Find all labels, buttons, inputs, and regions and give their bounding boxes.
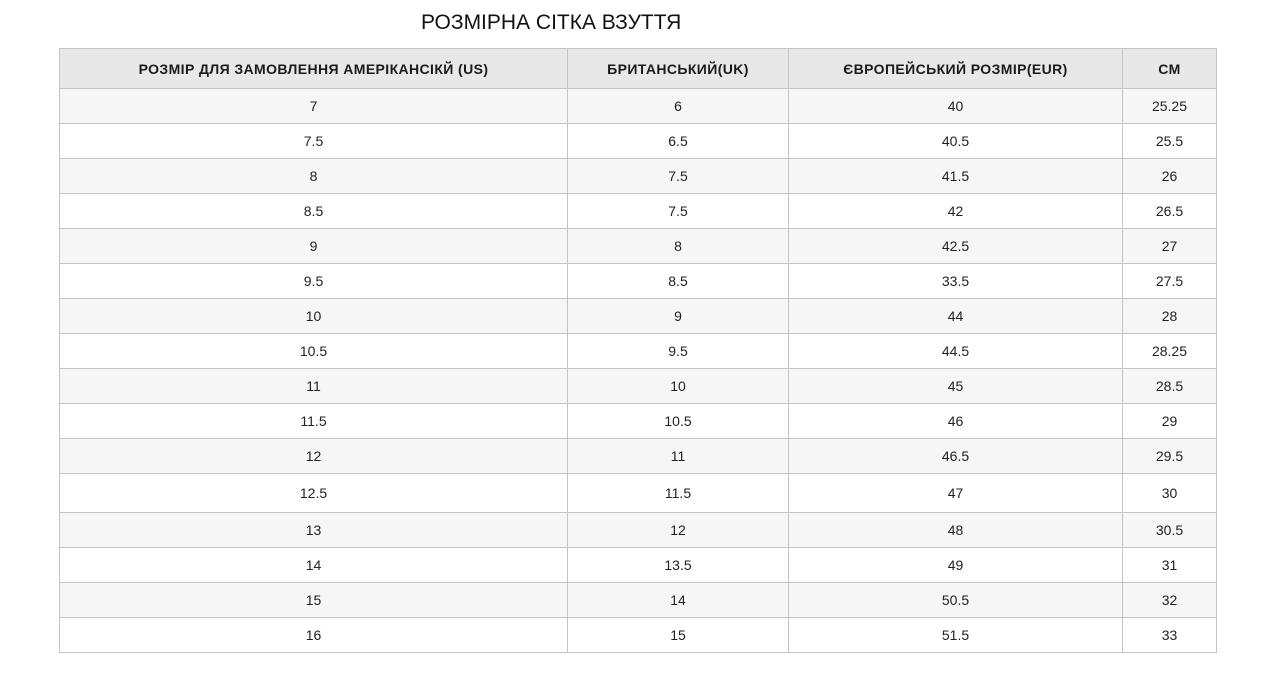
cm-cell: 32: [1123, 583, 1217, 618]
table-row: [60, 474, 1217, 513]
eur-size-cell: 40: [789, 89, 1123, 124]
table-body: [60, 89, 1217, 653]
eur-size-cell: 33.5: [789, 264, 1123, 299]
table-row: [60, 159, 1217, 194]
table-row: [60, 299, 1217, 334]
eur-size-cell: 42: [789, 194, 1123, 229]
us-size-cell: 16: [60, 618, 568, 653]
uk-size-cell: 9.5: [568, 334, 789, 369]
eur-size-cell: 48: [789, 513, 1123, 548]
us-size-cell: 12: [60, 439, 568, 474]
header-us-size: РОЗМІР ДЛЯ ЗАМОВЛЕННЯ АМЕРІКАНСІКЙ (US): [60, 49, 568, 89]
us-size-cell: 10.5: [60, 334, 568, 369]
eur-size-cell: 49: [789, 548, 1123, 583]
eur-size-cell: 41.5: [789, 159, 1123, 194]
table-row: [60, 439, 1217, 474]
uk-size-cell: 11.5: [568, 474, 789, 513]
table-row: [60, 583, 1217, 618]
table-row: [60, 194, 1217, 229]
table-row: [60, 264, 1217, 299]
cm-cell: 27: [1123, 229, 1217, 264]
header-eur-size: ЄВРОПЕЙСЬКИЙ РОЗМІР(EUR): [789, 49, 1123, 89]
us-size-cell: 9: [60, 229, 568, 264]
table-row: [60, 548, 1217, 583]
uk-size-cell: 6: [568, 89, 789, 124]
table-row: [60, 334, 1217, 369]
cm-cell: 28.25: [1123, 334, 1217, 369]
us-size-cell: 14: [60, 548, 568, 583]
eur-size-cell: 46.5: [789, 439, 1123, 474]
cm-cell: 28: [1123, 299, 1217, 334]
cm-cell: 27.5: [1123, 264, 1217, 299]
table-row: [60, 513, 1217, 548]
us-size-cell: 8: [60, 159, 568, 194]
cm-cell: 29: [1123, 404, 1217, 439]
cm-cell: 25.25: [1123, 89, 1217, 124]
table-row: [60, 618, 1217, 653]
header-row: [60, 49, 1217, 89]
page-title: РОЗМІРНА СІТКА ВЗУТТЯ: [421, 11, 682, 34]
header-cm: СМ: [1123, 49, 1217, 89]
eur-size-cell: 47: [789, 474, 1123, 513]
us-size-cell: 10: [60, 299, 568, 334]
uk-size-cell: 7.5: [568, 194, 789, 229]
table-header: [60, 49, 1217, 89]
us-size-cell: 11: [60, 369, 568, 404]
uk-size-cell: 8.5: [568, 264, 789, 299]
cm-cell: 29.5: [1123, 439, 1217, 474]
uk-size-cell: 10: [568, 369, 789, 404]
table-row: [60, 404, 1217, 439]
uk-size-cell: 13.5: [568, 548, 789, 583]
cm-cell: 26: [1123, 159, 1217, 194]
table-row: [60, 89, 1217, 124]
us-size-cell: 13: [60, 513, 568, 548]
cm-cell: 26.5: [1123, 194, 1217, 229]
uk-size-cell: 11: [568, 439, 789, 474]
uk-size-cell: 12: [568, 513, 789, 548]
eur-size-cell: 44: [789, 299, 1123, 334]
us-size-cell: 15: [60, 583, 568, 618]
eur-size-cell: 42.5: [789, 229, 1123, 264]
uk-size-cell: 14: [568, 583, 789, 618]
cm-cell: 30: [1123, 474, 1217, 513]
cm-cell: 25.5: [1123, 124, 1217, 159]
us-size-cell: 7.5: [60, 124, 568, 159]
table-row: [60, 124, 1217, 159]
cm-cell: 31: [1123, 548, 1217, 583]
us-size-cell: 12.5: [60, 474, 568, 513]
eur-size-cell: 44.5: [789, 334, 1123, 369]
uk-size-cell: 6.5: [568, 124, 789, 159]
eur-size-cell: 51.5: [789, 618, 1123, 653]
size-chart-table: [59, 48, 1217, 653]
cm-cell: 30.5: [1123, 513, 1217, 548]
table-row: [60, 229, 1217, 264]
uk-size-cell: 7.5: [568, 159, 789, 194]
header-uk-size: БРИТАНСЬКИЙ(UK): [568, 49, 789, 89]
uk-size-cell: 10.5: [568, 404, 789, 439]
us-size-cell: 11.5: [60, 404, 568, 439]
eur-size-cell: 46: [789, 404, 1123, 439]
table-row: [60, 369, 1217, 404]
eur-size-cell: 45: [789, 369, 1123, 404]
uk-size-cell: 8: [568, 229, 789, 264]
eur-size-cell: 40.5: [789, 124, 1123, 159]
eur-size-cell: 50.5: [789, 583, 1123, 618]
cm-cell: 33: [1123, 618, 1217, 653]
cm-cell: 28.5: [1123, 369, 1217, 404]
uk-size-cell: 9: [568, 299, 789, 334]
us-size-cell: 7: [60, 89, 568, 124]
us-size-cell: 8.5: [60, 194, 568, 229]
uk-size-cell: 15: [568, 618, 789, 653]
us-size-cell: 9.5: [60, 264, 568, 299]
